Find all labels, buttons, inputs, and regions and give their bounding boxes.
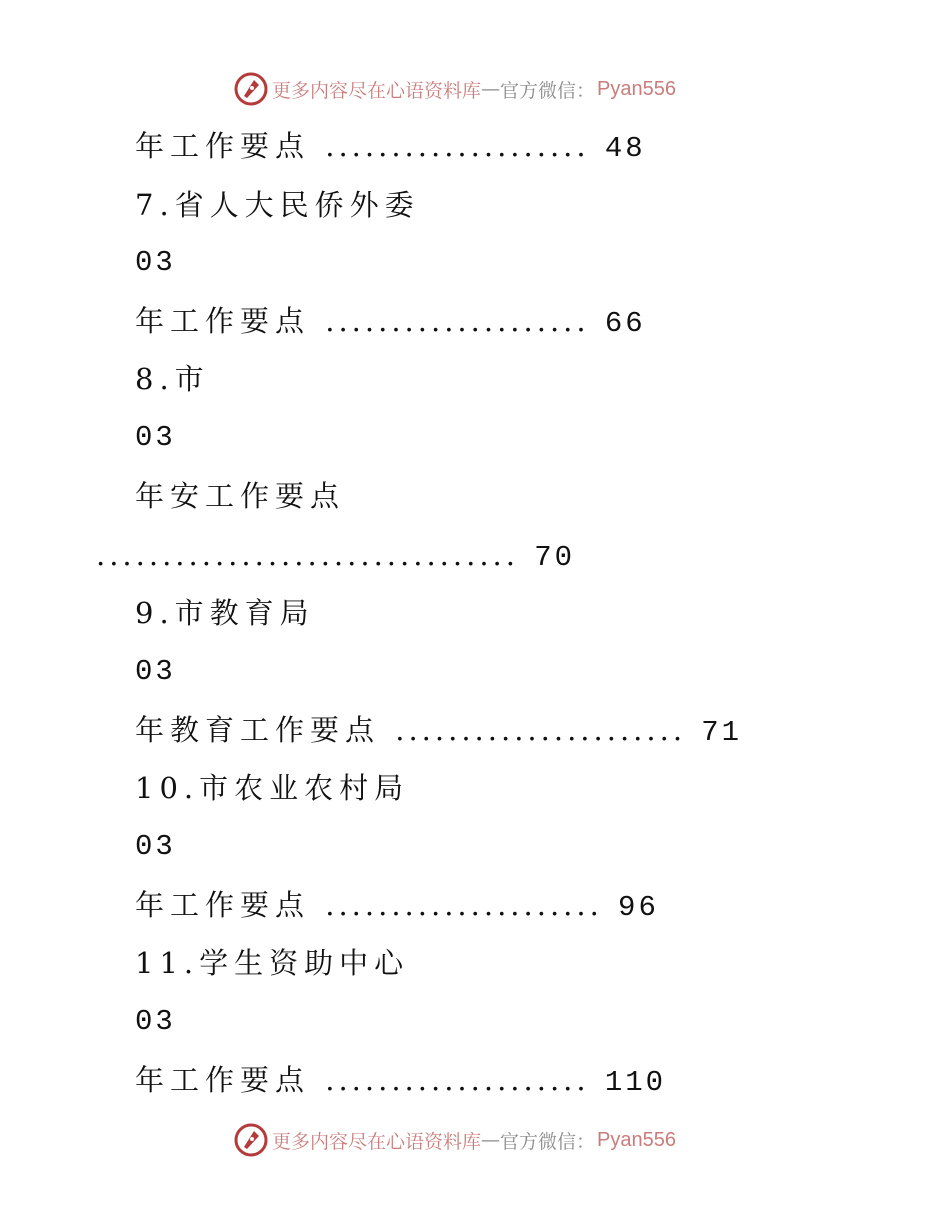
toc-leader-dots: ....................	[325, 304, 590, 338]
toc-year-fragment	[135, 243, 176, 283]
watermark-wechat-id: Pyan556	[597, 1128, 676, 1151]
toc-line	[135, 885, 659, 928]
toc-title: 03	[135, 1005, 176, 1038]
toc-title: 10.市农业农村局	[135, 771, 410, 805]
toc-line	[135, 126, 646, 169]
toc-section-heading	[135, 593, 315, 633]
pen-nib-circle-icon	[234, 72, 268, 106]
toc-leader-dots: ....................	[325, 1063, 590, 1097]
toc-title: 11.学生资助中心	[135, 946, 410, 980]
toc-title: 年工作要点	[135, 1063, 311, 1097]
toc-title: 03	[135, 421, 176, 454]
toc-title: 7.省人大民侨外委	[135, 188, 420, 222]
toc-page-number: 110	[604, 1066, 667, 1099]
toc-title: 年安工作要点	[135, 479, 346, 513]
watermark-footer	[234, 1123, 676, 1157]
toc-title: 03	[135, 830, 176, 863]
toc-line	[135, 710, 742, 753]
watermark-official-text: 官方微信：	[500, 1130, 596, 1153]
toc-year-fragment	[135, 1002, 176, 1042]
toc-section-heading	[135, 359, 210, 399]
toc-page-number: 66	[604, 307, 646, 340]
toc-title: 8.市	[135, 362, 210, 396]
toc-leader-dots: ......................	[395, 713, 687, 747]
toc-line	[135, 1060, 666, 1103]
toc-leader-dots: .....................	[325, 888, 603, 922]
toc-title: 03	[135, 246, 176, 279]
toc-title: 9.市教育局	[135, 596, 315, 630]
toc-line	[135, 476, 345, 516]
pen-nib-circle-icon	[234, 1123, 268, 1157]
toc-section-heading	[135, 768, 409, 808]
watermark-brand-text: 更多内容尽在心语资料库	[272, 79, 482, 102]
toc-year-fragment	[135, 418, 176, 458]
toc-title: 年教育工作要点	[135, 713, 381, 747]
toc-title: 年工作要点	[135, 888, 311, 922]
watermark-official-text: 官方微信：	[500, 79, 596, 102]
toc-page-number: 70	[534, 541, 576, 574]
toc-page-number: 48	[604, 132, 646, 165]
toc-year-fragment	[135, 652, 176, 692]
toc-year-fragment	[135, 827, 176, 867]
toc-title: 03	[135, 655, 176, 688]
toc-page-number: 71	[701, 716, 743, 749]
toc-leader-dots: ................................	[96, 538, 519, 572]
toc-leader-dots: ....................	[325, 129, 590, 163]
toc-page-number: 96	[618, 891, 659, 924]
toc-section-heading	[135, 185, 420, 225]
toc-line	[96, 535, 575, 578]
watermark-brand-text: 更多内容尽在心语资料库	[272, 1130, 482, 1153]
watermark-header	[234, 72, 676, 106]
toc-section-heading	[135, 943, 409, 983]
toc-title: 年工作要点	[135, 129, 311, 163]
toc-title: 年工作要点	[135, 304, 311, 338]
watermark-separator: —	[481, 78, 501, 100]
watermark-wechat-id: Pyan556	[597, 77, 676, 100]
toc-line	[135, 301, 646, 344]
watermark-separator: —	[481, 1129, 501, 1151]
